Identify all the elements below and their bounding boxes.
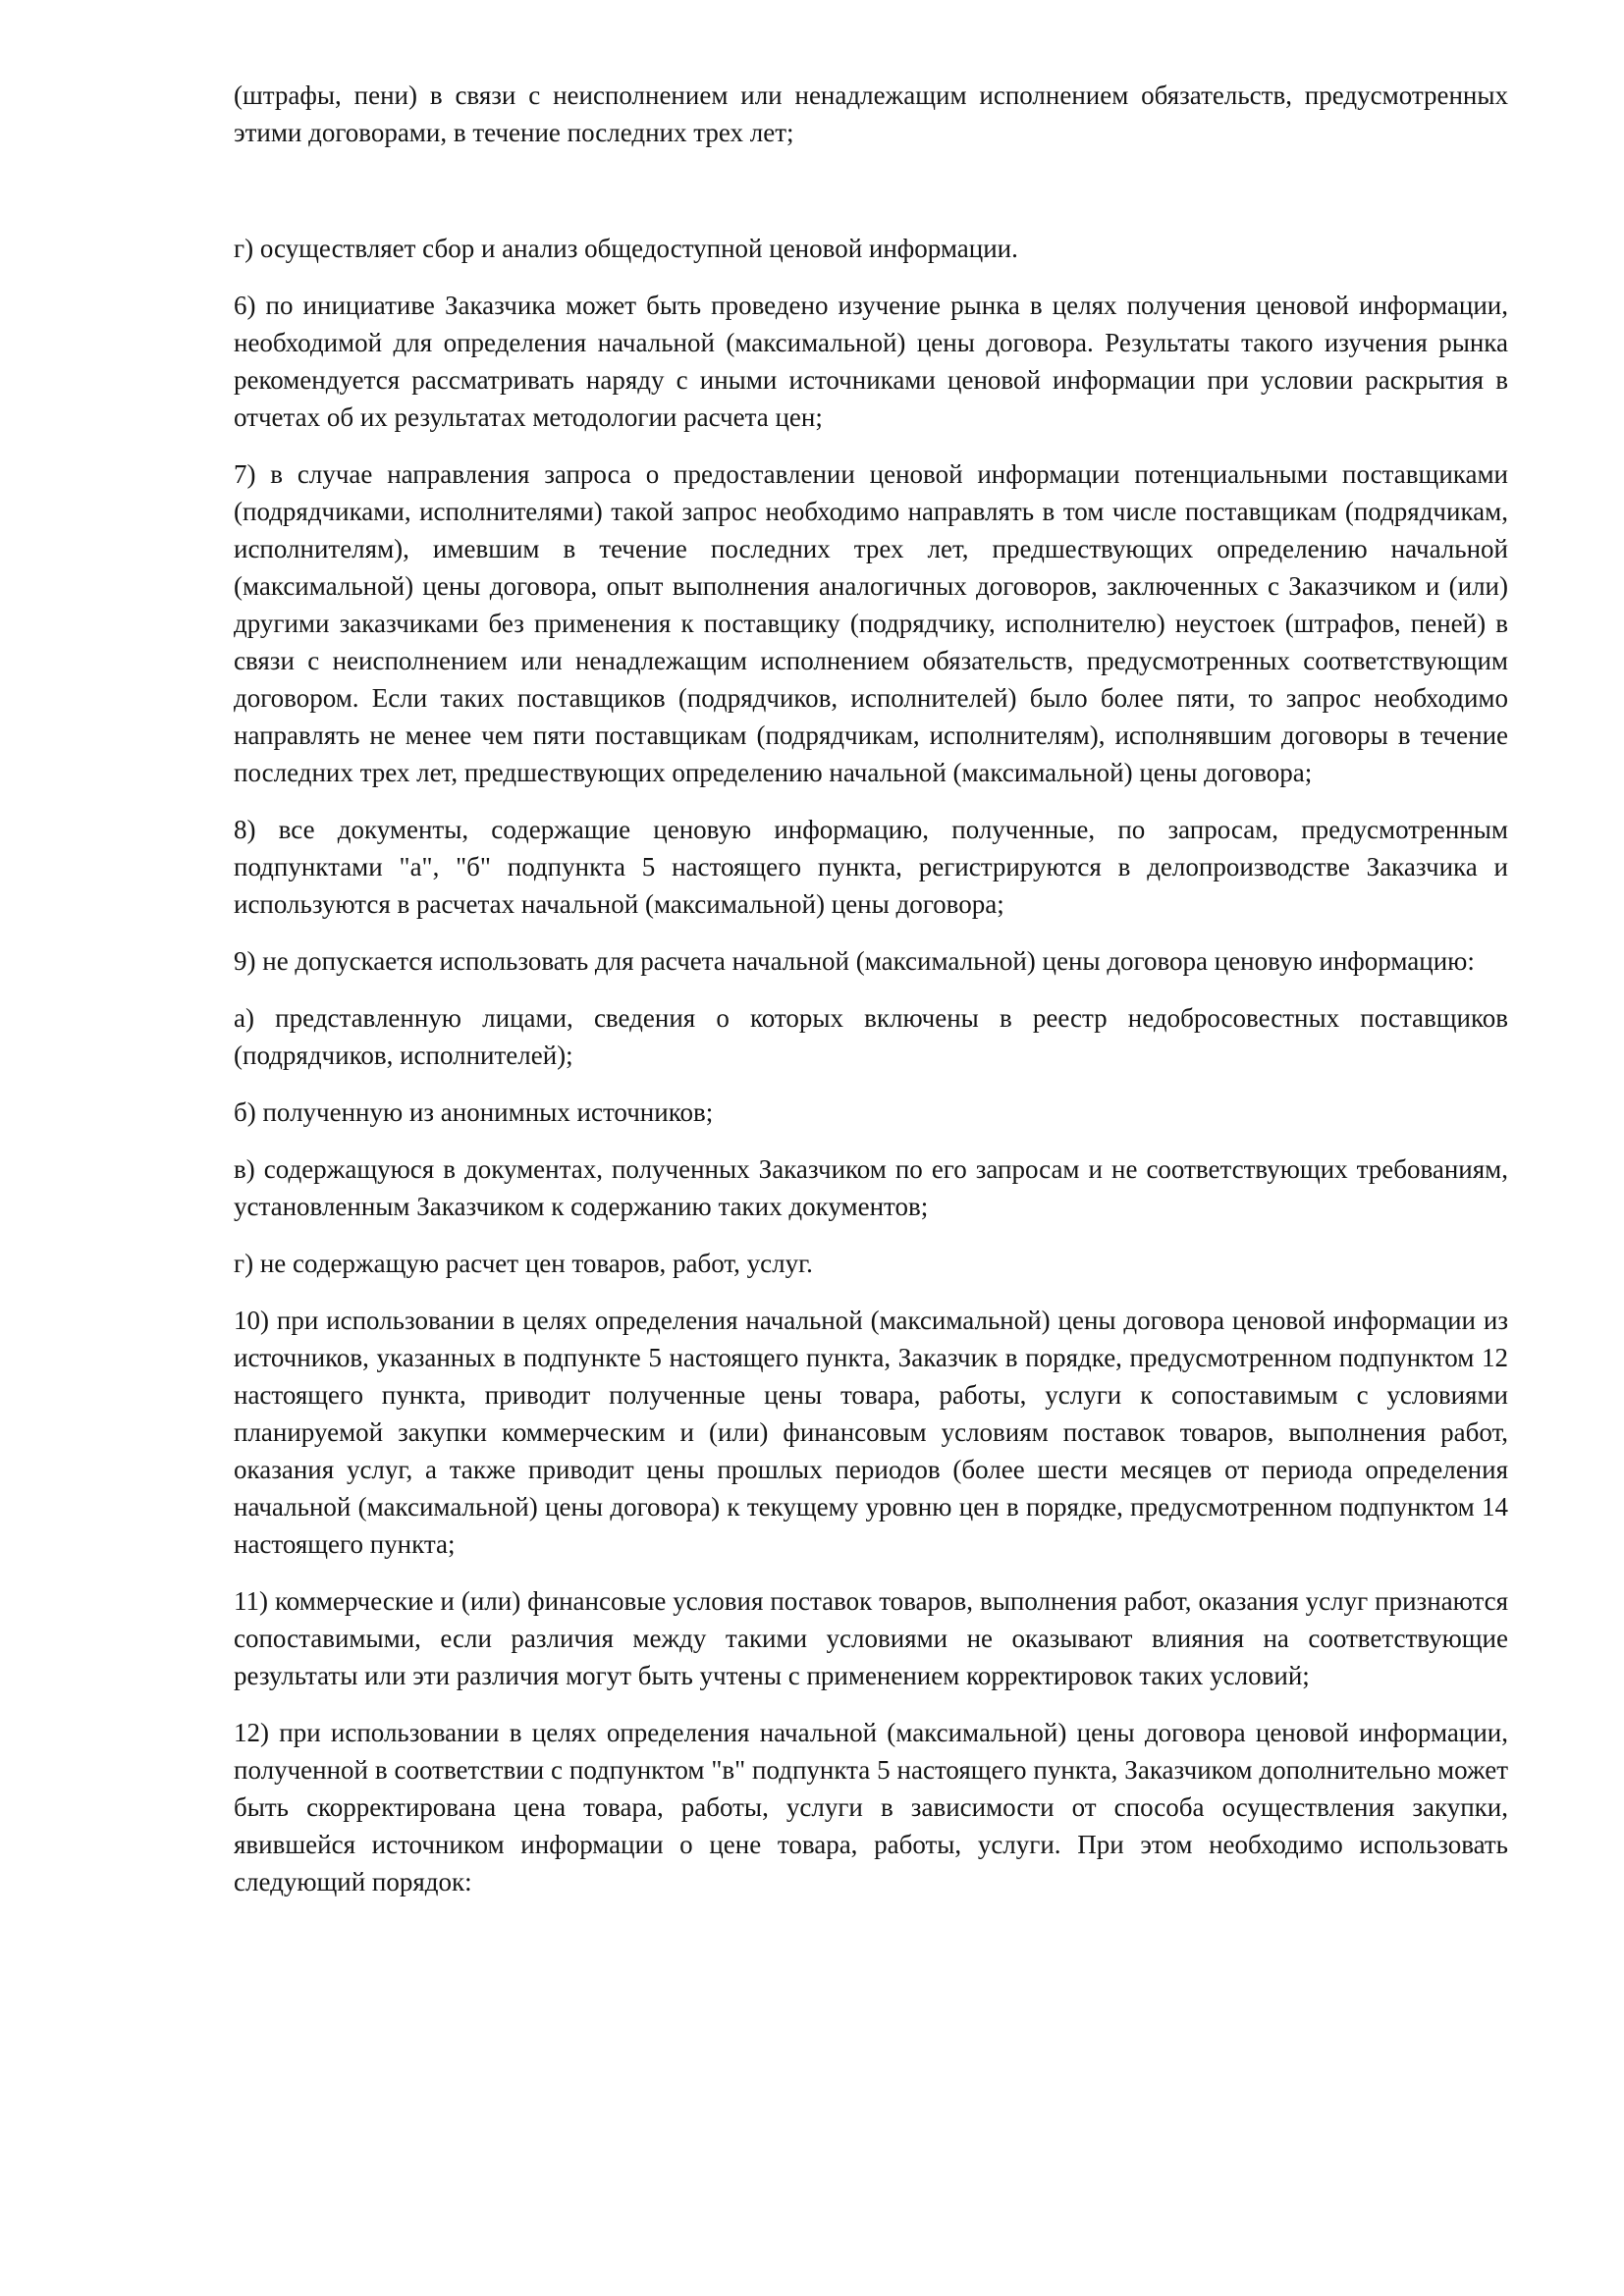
paragraph-subitem-b: б) полученную из анонимных источников;	[234, 1097, 714, 1127]
paragraph-subitem-a: а) представленную лицами, сведения о которых включены в реестр недобросовестных поставщиков (подрядчиков, исполнителей);	[234, 1003, 1508, 1070]
paragraph-item-g: г) осуществляет сбор и анализ общедоступной ценовой информации.	[234, 234, 1018, 263]
paragraph-item-7: 7) в случае направления запроса о предоставлении ценовой информации потенциальными поставщиками (подрядчиками, исполнителями) такой запрос необходимо направлять в том числе поставщикам (подрядчикам, исполнителям), имевшим в течение последних трех лет, предшествующих определению начальной (максимальной) цены договора, опыт выполнения аналогичных договоров, заключенных с Заказчиком и (или) другими заказчиками без применения к поставщику (подрядчику, исполнителю) неустоек (штрафов, пеней) в связи с неисполнением или ненадлежащим исполнением обязательств, предусмотренных соответствующим договором. Если таких поставщиков (подрядчиков, исполнителей) было более пяти, то запрос необходимо направлять не менее чем пяти поставщикам (подрядчикам, исполнителям), исполнявшим договоры в течение последних трех лет, предшествующих определению начальной (максимальной) цены договора;	[234, 459, 1508, 787]
paragraph-item-12: 12) при использовании в целях определения начальной (максимальной) цены договора ценовой информации, полученной в соответствии с подпунктом "в" подпункта 5 настоящего пункта, Заказчиком дополнительно может быть скорректирована цена товара, работы, услуги в зависимости от способа осуществления закупки, явившейся источником информации о цене товара, работы, услуги. При этом необходимо использовать следующий порядок:	[234, 1718, 1508, 1896]
paragraph-subitem-g: г) не содержащую расчет цен товаров, работ, услуг.	[234, 1249, 813, 1278]
paragraph-continuation: (штрафы, пени) в связи с неисполнением или ненадлежащим исполнением обязательств, предусмотренных этими договорами, в течение последних трех лет;	[234, 80, 1508, 147]
paragraph-item-10: 10) при использовании в целях определения начальной (максимальной) цены договора ценовой информации из источников, указанных в подпункте 5 настоящего пункта, Заказчик в порядке, предусмотренном подпунктом 12 настоящего пункта, приводит полученные цены товара, работы, услуги к сопоставимым с условиями планируемой закупки коммерческим и (или) финансовым условиям поставок товаров, выполнения работ, оказания услуг, а также приводит цены прошлых периодов (более шести месяцев от периода определения начальной (максимальной) цены договора) к текущему уровню цен в порядке, предусмотренном подпунктом 14 настоящего пункта;	[234, 1306, 1508, 1559]
paragraph-item-6: 6) по инициативе Заказчика может быть проведено изучение рынка в целях получения ценовой информации, необходимой для определения начальной (максимальной) цены договора. Результаты такого изучения рынка рекомендуется рассматривать наряду с иными источниками ценовой информации при условии раскрытия в отчетах об их результатах методологии расчета цен;	[234, 291, 1508, 432]
paragraph-item-11: 11) коммерческие и (или) финансовые условия поставок товаров, выполнения работ, оказания услуг признаются сопоставимыми, если различия между такими условиями не оказывают влияния на соответствующие результаты или эти различия могут быть учтены с применением корректировок таких условий;	[234, 1586, 1508, 1690]
paragraph-item-8: 8) все документы, содержащие ценовую информацию, полученные, по запросам, предусмотренным подпунктами "а", "б" подпункта 5 настоящего пункта, регистрируются в делопроизводстве Заказчика и используются в расчетах начальной (максимальной) цены договора;	[234, 815, 1508, 919]
paragraph-subitem-v: в) содержащуюся в документах, полученных Заказчиком по его запросам и не соответствующих требованиям, установленным Заказчиком к содержанию таких документов;	[234, 1154, 1508, 1221]
paragraph-item-9: 9) не допускается использовать для расчета начальной (максимальной) цены договора ценовую информацию:	[234, 946, 1475, 976]
